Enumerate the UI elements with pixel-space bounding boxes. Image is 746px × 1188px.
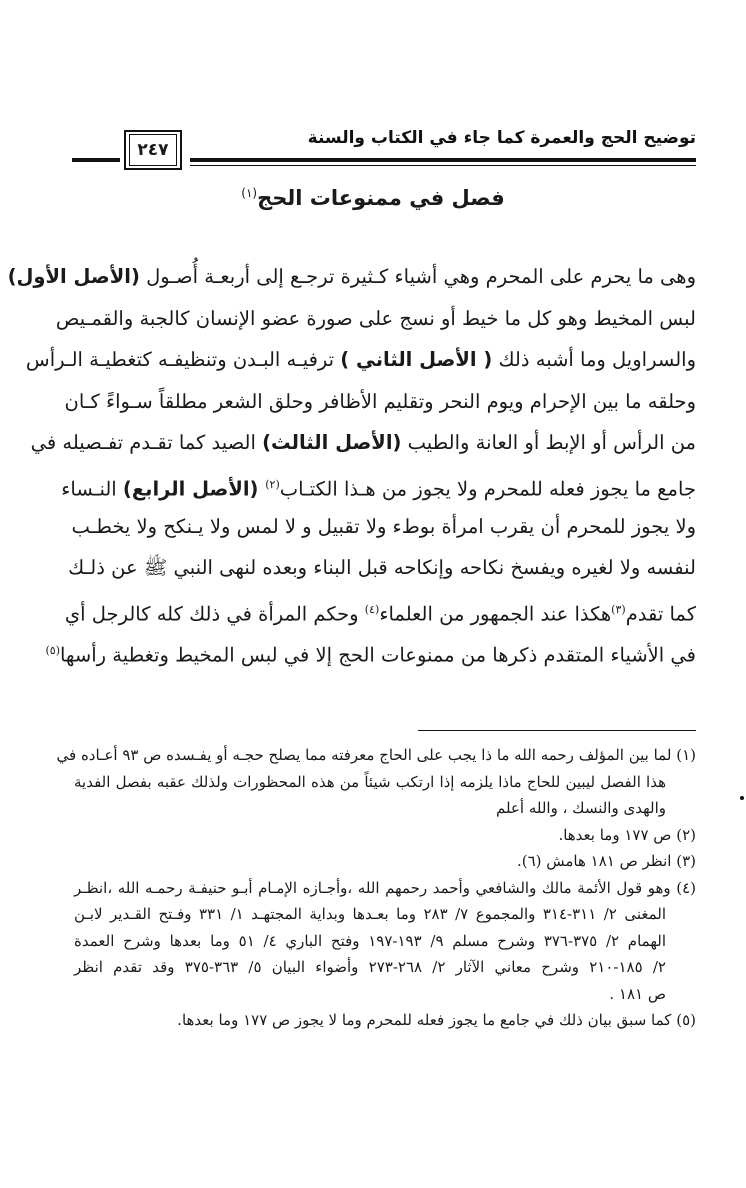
footnote-line: الهمام ٢/ ٣٧٥-٣٧٦ وشرح مسلم ٩/ ١٩٣-١٩٧ وفتح الباري ٤/ ٥١ وما بعدها وشرح العمدة [74,931,666,950]
footnote-ref: (٥) [45,644,60,658]
footnote-line [74,1007,696,1034]
footnote-text: وهو قول الأئمة مالك والشافعي وأحمد رحمهم الله ،وأجـازه الإمـام أبـو حنيفـة رحمـه الله ،انظـر [74,878,671,897]
bold-term: (الأصل الأول) [7,265,140,288]
body-line [68,547,696,589]
text-run: وحكم المرأة في ذلك كله كالرجل أي [64,602,365,626]
text-run: من الرأس أو الإبط أو العانة والطيب [401,431,696,455]
footnote [74,1007,696,1034]
text-run: وحلقه ما بين الإحرام ويوم النحر وتقليم الأظافر وحلق الشعر مطلقاً سـواءً كـان [64,389,696,413]
footnote-text: لما بين المؤلف رحمه الله ما ذا يجب على الحاج معرفته مما يصلح حجـه أو يفـسده ص ٩٣ أعـاده في [56,746,672,764]
footnote-ref: (٣) [611,602,626,616]
footnote-ref: (٢) [265,477,280,491]
header-left-rule [72,158,120,162]
footnote-line: هذا الفصل ليبين للحاج ماذا يلزمه إذا ارتكب شيئاً من هذه المحظورات ولذلك عقبه بفصل الفدية [74,772,666,791]
text-run: النـساء [61,477,123,501]
running-title: توضيح الحج والعمرة كما جاء في الكتاب والسنة [307,128,696,148]
footnote-text: كما سبق بيان ذلك في جامع ما يجوز فعله للمحرم وما لا يجوز ص ١٧٧ وما بعدها. [177,1011,672,1029]
header-rule-thin [190,165,696,166]
footnote-line [56,742,696,769]
footnote-line: والهدى والنسك ، والله أعلم [495,799,666,817]
body-line [64,589,696,631]
text-run: ترفيـه البـدن وتنظيفـه كتغطيـة الـرأس [25,348,341,372]
text-run: في الأشياء المتقدم ذكرها من ممنوعات الحج إلا في لبس المخيط وتغطية رأسها [59,643,696,667]
footnotes [56,742,696,1034]
footnote-line: ص ١٨١ . [609,984,666,1003]
footnote-line [74,875,696,902]
section-heading [0,186,746,210]
footnote-line [74,848,696,875]
text-run: كما تقدم [625,602,696,626]
bold-term: ( الأصل الثاني ) [340,348,493,372]
text-run: الصيد كما تقـدم تفـصيله في [30,431,263,455]
page-number: ٢٤٧ [129,134,177,166]
footnote-line: المغنى ٢/ ٣١١-٣١٤ والمجموع ٧/ ٢٨٣ وما بعـدها وبداية المجتهـد ١/ ٣٣١ وفـتح القـدير لابـن [74,905,666,923]
body-line [30,422,696,464]
text-run: وهى ما يحرم على المحرم وهي أشياء كـثيرة ترجـع إلى أربعـة أُصـول [139,265,696,288]
body-text [7,256,696,672]
section-footnote-ref: (١) [241,186,258,200]
footnote-marker: (٤) [676,878,696,897]
footnote-marker: (٣) [676,852,696,870]
footnote-text: انظر ص ١٨١ هامش (٦). [516,852,672,870]
text-run: هكذا عند الجمهور من العلماء [379,602,612,626]
text-run: جامع ما يجوز فعله للمحرم ولا يجوز من هـذا الكتـاب [279,477,696,501]
footnote-line: ٢/ ١٨٥-٢١٠ وشرح معاني الآثار ٢/ ٢٦٨-٢٧٣ وأضواء البيان ٥/ ٣٦٣-٣٧٥ وقد تقدم انظر [74,958,666,976]
page-number-frame [124,130,182,170]
footnote-line [74,822,696,849]
footnote [74,848,696,875]
footnote-ref: (٤) [364,602,380,616]
text-run: لبس المخيط وهو كل ما خيط أو نسج على صورة عضو الإنسان كالجبة والقمـيص [55,306,696,330]
body-line [55,298,696,340]
body-line [7,256,696,298]
footnote-marker: (٢) [676,825,696,844]
text-run: والسراويل وما أشبه ذلك [492,348,696,372]
footnote [74,875,696,1008]
page-header [72,118,696,170]
footnote-marker: (١) [676,746,696,764]
margin-mark [740,796,744,800]
footnote [56,742,696,822]
footnote-marker: (٥) [676,1011,696,1029]
section-title: فصل في ممنوعات الحج [257,186,505,210]
body-line [61,464,696,506]
footnote [74,822,696,849]
bold-term: (الأصل الرابع) [122,477,266,501]
body-line [25,339,696,381]
text-run: لنفسه ولا لغيره ويفسخ نكاحه وإنكاحه قبل البناء وبعده لنهى النبي ﷺ عن ذلـك [68,556,696,580]
body-line [45,630,696,672]
header-rule [190,158,696,162]
footnote-text: ص ١٧٧ وما بعدها. [558,825,672,844]
footnote-separator [418,730,696,731]
body-line [71,506,696,548]
body-line [64,381,696,423]
text-run: ولا يجوز للمحرم أن يقرب امرأة بوطء ولا تقبيل و لا لمس ولا يـنكح ولا يخطـب [71,514,696,538]
bold-term: (الأصل الثالث) [262,431,402,455]
